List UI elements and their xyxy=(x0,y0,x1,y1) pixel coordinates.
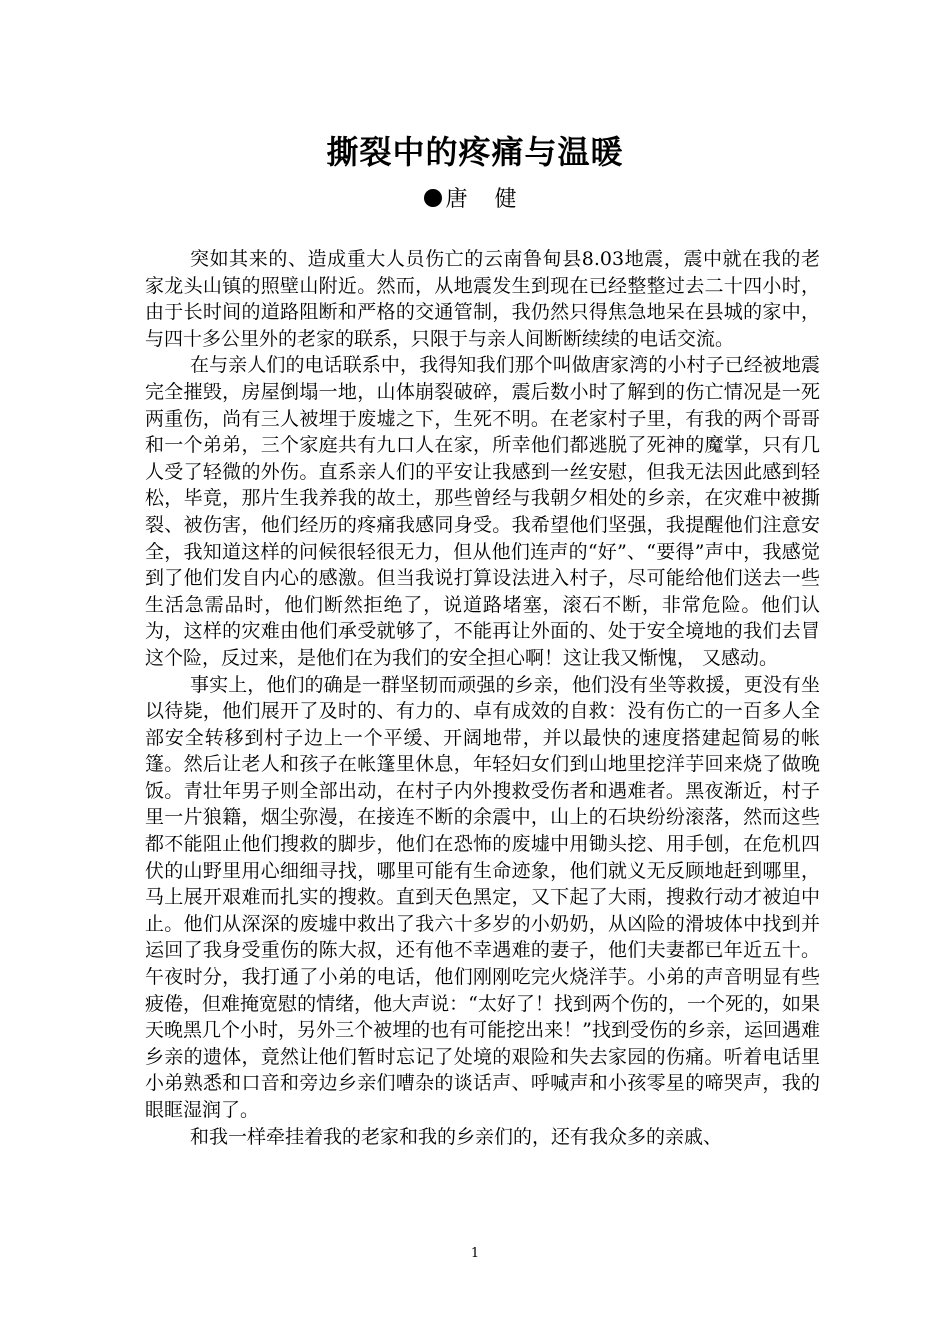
paragraph: 突如其来的、造成重大人员伤亡的云南鲁甸县8.03地震，震中就在我的老家龙头山镇的照壁山附近。然而，从地震发生到现在已经整整过去二十四小时，由于长时间的道路阻断和严格的交通管制，我仍然只得焦急地呆在县城的家中，与四十多公里外的老家的联系，只限于与亲人间断断续续的电话交流。 xyxy=(145,248,820,350)
author-line xyxy=(0,185,950,215)
author-name: 唐 健 xyxy=(445,187,527,212)
paragraph: 在与亲人们的电话联系中，我得知我们那个叫做唐家湾的小村子已经被地震完全摧毁，房屋倒塌一地，山体崩裂破碎，震后数小时了解到的伤亡情况是一死两重伤，尚有三人被埋于废墟之下，生死不明。在老家村子里，有我的两个哥哥和一个弟弟，三个家庭共有九口人在家，所幸他们都逃脱了死神的魔掌，只有几人受了轻微的外伤。直系亲人们的平安让我感到一丝安慰，但我无法因此感到轻松，毕竟，那片生我养我的故土，那些曾经与我朝夕相处的乡亲，在灾难中被撕裂、被伤害，他们经历的疼痛我感同身受。我希望他们坚强，我提醒他们注意安全，我知道这样的问候很轻很无力，但从他们连声的“好”、“要得”声中，我感觉到了他们发自内心的感激。但当我说打算设法进入村子，尽可能给他们送去一些生活急需品时，他们断然拒绝了，说道路堵塞，滚石不断，非常危险。他们认为，这样的灾难由他们承受就够了，不能再让外面的、处于安全境地的我们去冒这个险，反过来，是他们在为我们的安全担心啊！这让我又惭愧， 又感动。 xyxy=(145,354,820,669)
article-body xyxy=(145,246,820,1150)
paragraph: 和我一样牵挂着我的老家和我的乡亲们的，还有我众多的亲戚、 xyxy=(190,1125,723,1148)
page-number: 1 xyxy=(470,1246,480,1261)
page-title: 撕裂中的疼痛与温暖 xyxy=(326,133,624,171)
bullet-dot-icon xyxy=(424,189,442,207)
paragraph: 事实上，他们的确是一群坚韧而顽强的乡亲，他们没有坐等救援，更没有坐以待毙，他们展开了及时的、有力的、卓有成效的自救：没有伤亡的一百多人全部安全转移到村子边上一个平缓、开阔地带，并以最快的速度搭建起简易的帐篷。然后让老人和孩子在帐篷里休息，年轻妇女们到山地里挖洋芋回来烧了做晚饭。青壮年男子则全部出动，在村子内外搜救受伤者和遇难者。黑夜渐近，村子里一片狼籍，烟尘弥漫，在接连不断的余震中，山上的石块纷纷滚落，然而这些都不能阻止他们搜救的脚步，他们在恐怖的废墟中用锄头挖、用手刨，在危机四伏的山野里用心细细寻找，哪里可能有生命迹象，他们就义无反顾地赶到哪里，马上展开艰难而扎实的搜救。直到天色黑定，又下起了大雨，搜救行动才被迫中止。他们从深深的废墟中救出了我六十多岁的小奶奶，从凶险的滑坡体中找到并运回了我身受重伤的陈大叔，还有他不幸遇难的妻子，他们夫妻都已年近五十。午夜时分，我打通了小弟的电话，他们刚刚吃完火烧洋芋。小弟的声音明显有些疲倦，但难掩宽慰的情绪，他大声说：“太好了！找到两个伤的，一个死的，如果天晚黑几个小时，另外三个被埋的也有可能挖出来！”找到受伤的乡亲，运回遇难乡亲的遗体，竟然让他们暂时忘记了处境的艰险和失去家园的伤痛。听着电话里小弟熟悉和口音和旁边乡亲们嘈杂的谈话声、呼喊声和小孩零星的啼哭声，我的眼眶湿润了。 xyxy=(145,673,820,1121)
